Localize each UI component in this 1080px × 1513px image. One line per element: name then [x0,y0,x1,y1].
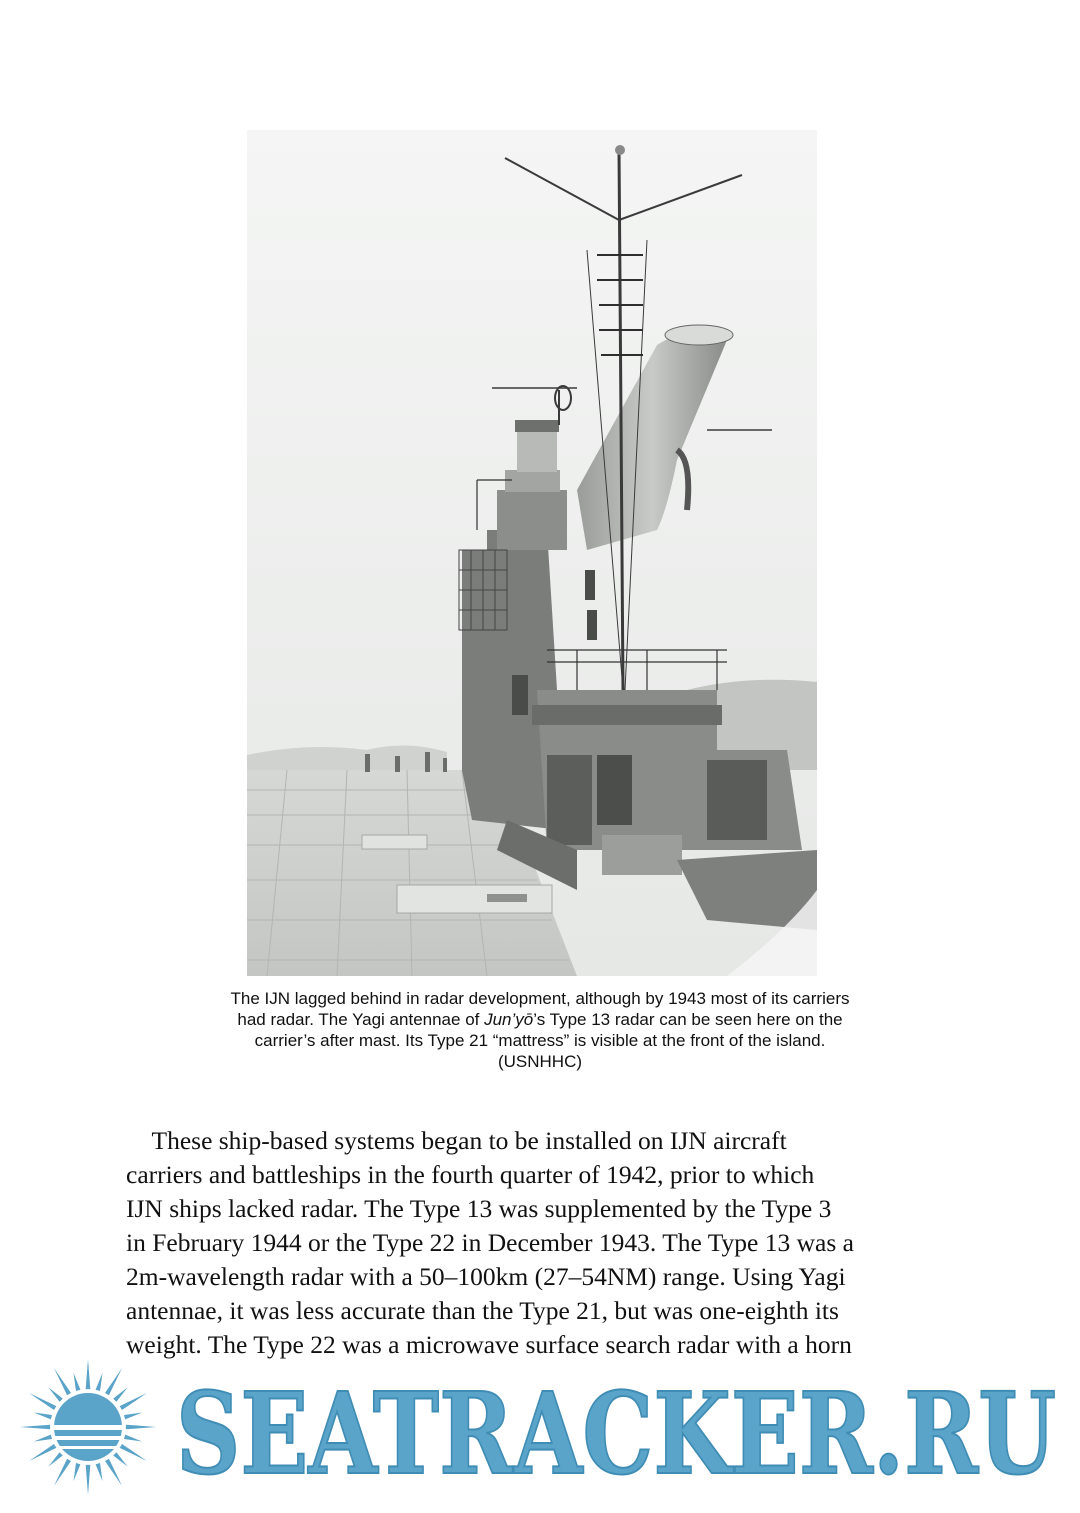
caption-line: had radar. The Yagi antennae of Jun’yō’s Type 13 radar can be seen here on the [237,1010,843,1029]
site-watermark [18,1355,1068,1505]
sun-ray [74,1373,81,1391]
sun-ray [126,1425,156,1430]
sun-ray [54,1368,71,1395]
caption-line: carrier’s after mast. Its Type 21 “mattress” is visible at the front of the island. [254,1031,826,1050]
sun-ray [48,1387,62,1401]
sun-ray [34,1435,52,1442]
sun-ray [124,1435,142,1442]
sun-ray [86,1359,91,1389]
sun-ray [74,1463,81,1481]
sun-ray [29,1444,56,1461]
sun-ray [96,1463,103,1481]
body-line: 2m-wavelength radar with a 50–100km (27–54NM) range. Using Yagi [126,1262,846,1291]
sun-ray [48,1452,62,1466]
sun-ray [120,1444,147,1461]
watermark-text: SEATRACKER.RU [176,1369,1056,1500]
sun-ray [34,1413,52,1420]
sun-ray [54,1459,71,1486]
sun-ray [20,1425,50,1430]
sun-ray [120,1393,147,1410]
sun-icon [20,1359,156,1495]
sun-ray [113,1387,127,1401]
body-line: weight. The Type 22 was a microwave surface search radar with a horn [126,1330,852,1359]
caption-line: The IJN lagged behind in radar development, although by 1943 most of its carriers [230,989,850,1008]
body-line: in February 1944 or the Type 22 in December 1943. The Type 13 was a [126,1228,854,1257]
carrier-island-illustration [247,130,817,976]
body-paragraph [126,1124,946,1362]
caption-line: (USNHHC) [497,1052,583,1071]
figure-caption [120,988,960,1072]
sun-ray [29,1393,56,1410]
sun-ray [86,1465,91,1495]
body-line: IJN ships lacked radar. The Type 13 was supplemented by the Type 3 [126,1194,832,1223]
sun-ray [113,1452,127,1466]
body-line: carriers and battleships in the fourth quarter of 1942, prior to which [126,1160,815,1189]
sun-ray [96,1373,103,1391]
body-line: antennae, it was less accurate than the Type 21, but was one-eighth its [126,1296,839,1325]
carrier-island-photo [247,130,817,976]
watermark-graphic [18,1355,1068,1505]
sun-ray [124,1413,142,1420]
sun-ray [105,1368,122,1395]
sun-ray [105,1459,122,1486]
body-line: These ship-based systems began to be installed on IJN aircraft [126,1126,787,1155]
